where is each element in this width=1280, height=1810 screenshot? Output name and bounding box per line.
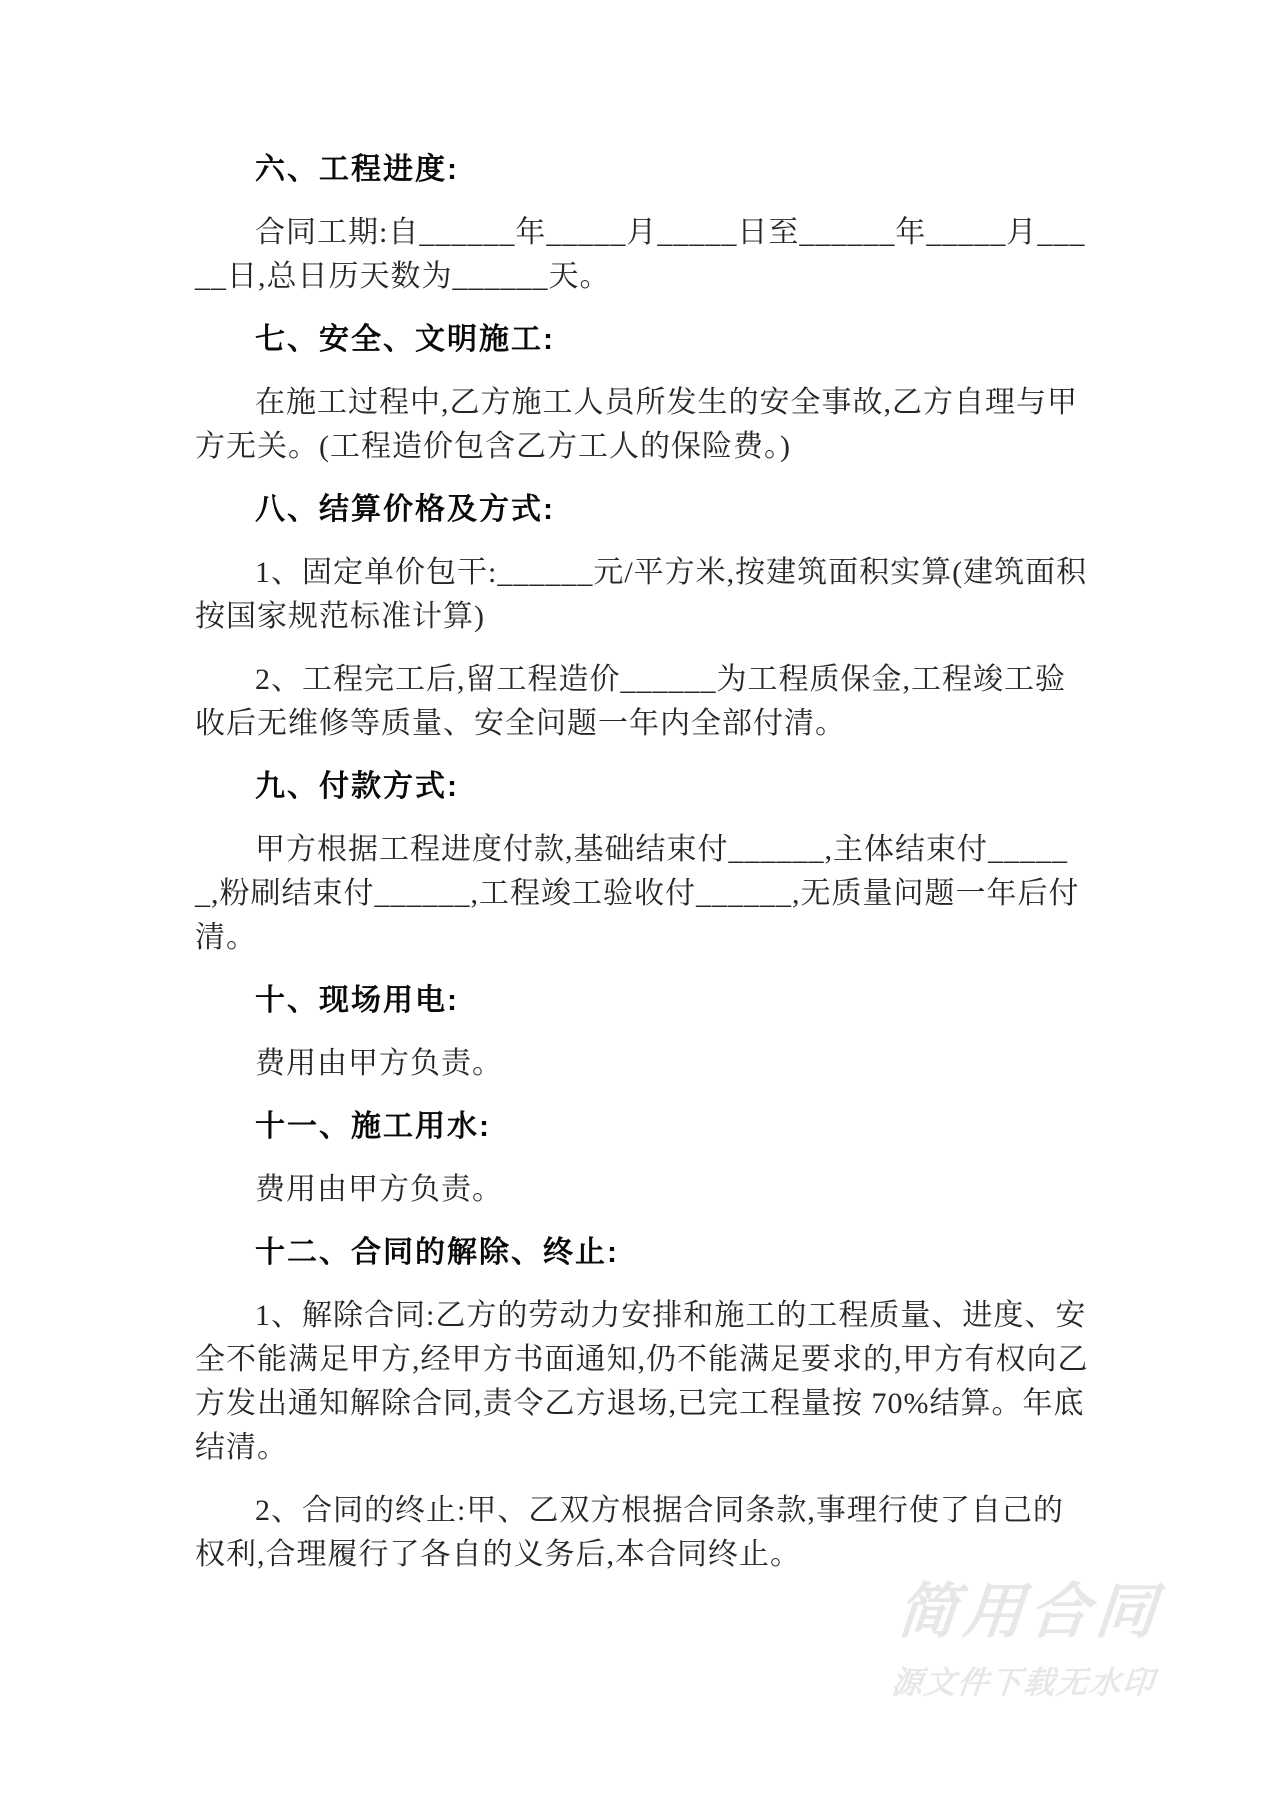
contract-paragraph: 2、工程完工后,留工程造价______为工程质保金,工程竣工验收后无维修等质量、安全问题一年内全部付清。 — [195, 663, 1066, 740]
section-heading: 九、付款方式: — [255, 770, 459, 803]
section-heading: 六、工程进度: — [255, 153, 459, 186]
section-heading: 十一、施工用水: — [255, 1110, 491, 1143]
contract-paragraph: 1、解除合同:乙方的劳动力安排和施工的工程质量、进度、安全不能满足甲方,经甲方书面通知,仍不能满足要求的,甲方有权向乙方发出通知解除合同,责令乙方退场,已完工程量按 70%结算。年底结清。 — [195, 1299, 1089, 1464]
contract-paragraph: 费用由甲方负责。 — [255, 1173, 503, 1206]
contract-paragraph: 1、固定单价包干:______元/平方米,按建筑面积实算(建筑面积按国家规范标准计算) — [195, 556, 1088, 633]
section-heading: 十二、合同的解除、终止: — [255, 1236, 619, 1269]
contract-paragraph: 2、合同的终止:甲、乙双方根据合同条款,事理行使了自己的权利,合理履行了各自的义务后,本合同终止。 — [195, 1494, 1064, 1571]
watermark-title: 简用合同 — [894, 1577, 1165, 1647]
section-heading: 七、安全、文明施工: — [255, 323, 555, 356]
contract-paragraph: 在施工过程中,乙方施工人员所发生的安全事故,乙方自理与甲方无关。(工程造价包含乙方工人的保险费。) — [195, 386, 1078, 463]
contract-paragraph: 费用由甲方负责。 — [255, 1047, 503, 1080]
section-heading: 八、结算价格及方式: — [255, 493, 555, 526]
watermark — [867, 1577, 1188, 1702]
contract-paragraph: 甲方根据工程进度付款,基础结束付______,主体结束付______,粉刷结束付______,工程竣工验收付______,无质量问题一年后付清。 — [195, 833, 1080, 954]
section-heading: 十、现场用电: — [255, 984, 459, 1017]
contract-paragraph: 合同工期:自______年_____月_____日至______年_____月_____日,总日历天数为______天。 — [195, 216, 1086, 293]
contract-body — [195, 148, 1092, 1596]
watermark-subtitle: 源文件下载无水印 — [889, 1665, 1157, 1701]
